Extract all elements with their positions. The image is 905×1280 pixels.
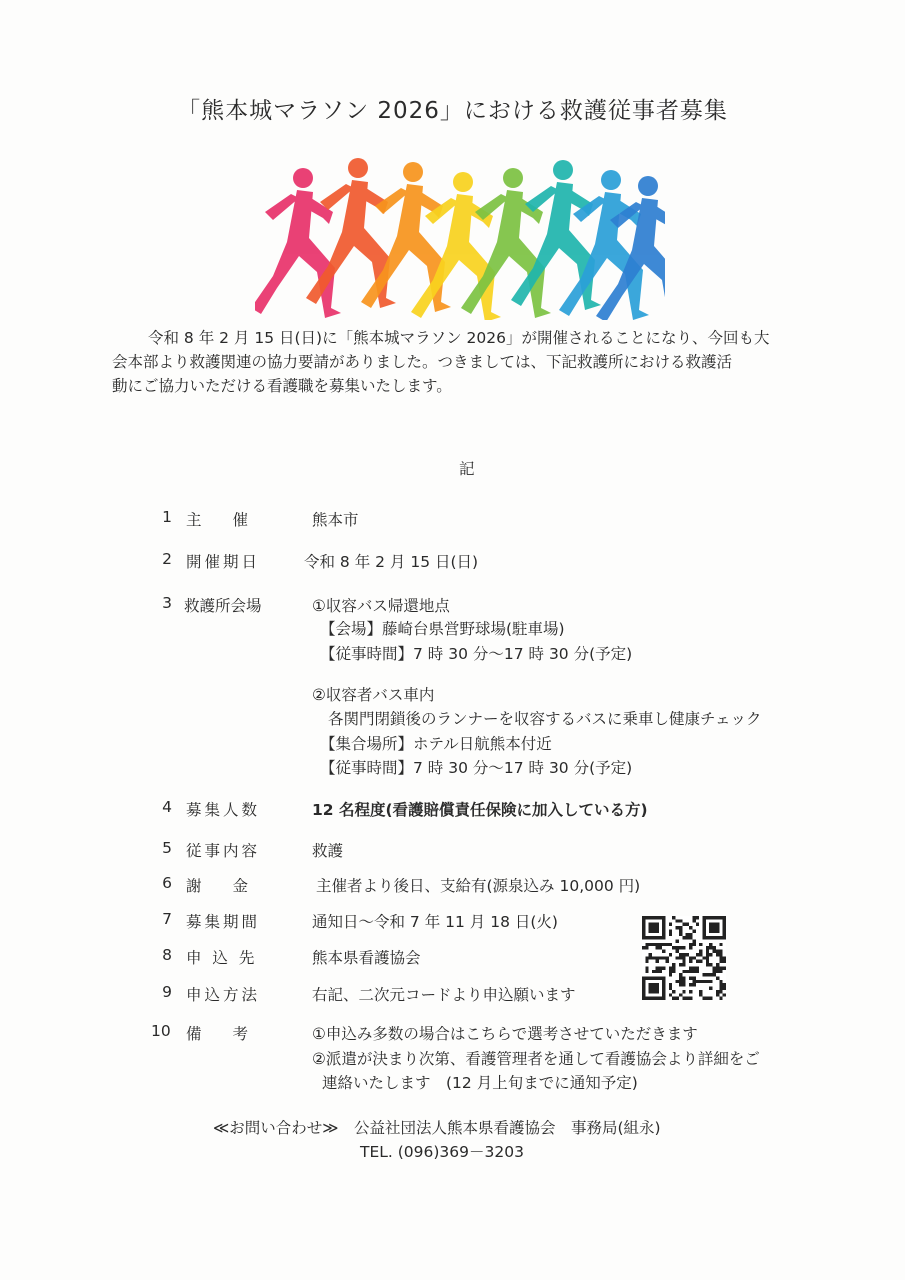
venue1-time: 【従事時間】7 時 30 分～17 時 30 分(予定) bbox=[320, 645, 633, 663]
item-venue bbox=[0, 594, 905, 618]
ki-heading: 記 bbox=[459, 460, 475, 478]
item-value: 右記、二次元コードより申込願います bbox=[312, 986, 576, 1004]
item-value: 熊本市 bbox=[312, 511, 359, 529]
runners-illustration bbox=[255, 150, 665, 320]
runner-silhouette bbox=[461, 168, 551, 318]
item-number: 9 bbox=[162, 983, 172, 1001]
item-label: 従事内容 bbox=[186, 842, 261, 860]
item-label: 備 考 bbox=[186, 1025, 249, 1043]
runner-silhouette bbox=[511, 160, 601, 310]
item-label: 募集期間 bbox=[186, 913, 261, 931]
item-remarks bbox=[0, 1022, 905, 1046]
item-value: 12 名程度(看護賠償責任保険に加入している方) bbox=[312, 801, 648, 819]
venue2-desc: 各関門閉鎖後のランナーを収容するバスに乗車し健康チェック bbox=[328, 710, 762, 728]
item-number: 2 bbox=[162, 550, 172, 568]
item-number: 8 bbox=[162, 946, 172, 964]
remarks-line3: 連絡いたします (12 月上旬までに通知予定) bbox=[322, 1074, 638, 1092]
item-period bbox=[0, 910, 905, 934]
item-value: 熊本県看護協会 bbox=[312, 949, 421, 967]
item-label: 申 込 先 bbox=[186, 949, 258, 967]
item-number: 5 bbox=[162, 839, 172, 857]
item-capacity bbox=[0, 798, 905, 822]
remarks-line2: ②派遣が決まり次第、看護管理者を通して看護協会より詳細をご bbox=[312, 1050, 760, 1068]
item-label: 開催期日 bbox=[186, 553, 261, 571]
item-number: 10 bbox=[151, 1022, 171, 1040]
page-title: 「熊本城マラソン 2026」における救護従事者募集 bbox=[177, 98, 728, 124]
contact-phone: TEL. (096)369－3203 bbox=[360, 1143, 524, 1161]
item-value: 通知日～令和 7 年 11 月 18 日(火) bbox=[312, 913, 558, 931]
item-number: 3 bbox=[162, 594, 172, 612]
item-label: 主 催 bbox=[186, 511, 249, 529]
contact-line: ≪お問い合わせ≫ 公益社団法人熊本県看護協会 事務局(組永) bbox=[213, 1119, 661, 1137]
item-number: 4 bbox=[162, 798, 172, 816]
item-number: 7 bbox=[162, 910, 172, 928]
item-date bbox=[0, 550, 905, 574]
item-number: 1 bbox=[162, 508, 172, 526]
item-host bbox=[0, 508, 905, 532]
venue2-title: ②収容者バス車内 bbox=[312, 686, 435, 704]
intro-paragraph bbox=[112, 326, 810, 398]
item-label: 救護所会場 bbox=[184, 597, 262, 615]
item-label: 募集人数 bbox=[186, 801, 261, 819]
item-value: ①収容バス帰還地点 bbox=[312, 597, 450, 615]
item-apply-method bbox=[0, 983, 905, 1007]
item-duties bbox=[0, 839, 905, 863]
item-value: 救護 bbox=[312, 842, 344, 860]
intro-line: 令和 8 年 2 月 15 日(日)に「熊本城マラソン 2026」が開催されることになり、今回も大 bbox=[148, 329, 770, 347]
venue2-time: 【従事時間】7 時 30 分～17 時 30 分(予定) bbox=[320, 759, 633, 777]
venue1-place: 【会場】藤崎台県営野球場(駐車場) bbox=[320, 620, 565, 638]
intro-line: 会本部より救護関連の協力要請がありました。つきましては、下記救護所における救護活 bbox=[112, 353, 733, 371]
item-number: 6 bbox=[162, 874, 172, 892]
venue2-meeting: 【集合場所】ホテル日航熊本付近 bbox=[320, 735, 552, 753]
intro-line: 動にご協力いただける看護職を募集いたします。 bbox=[112, 377, 452, 395]
item-label: 謝 金 bbox=[186, 877, 249, 895]
item-value: ①申込み多数の場合はこちらで選考させていただきます bbox=[312, 1025, 698, 1043]
qr-code[interactable] bbox=[642, 916, 726, 1000]
item-honorarium bbox=[0, 874, 905, 898]
item-value: 主催者より後日、支給有(源泉込み 10,000 円) bbox=[316, 877, 641, 895]
item-label: 申込方法 bbox=[186, 986, 261, 1004]
runner-silhouette bbox=[255, 168, 341, 318]
item-apply-to bbox=[0, 946, 905, 970]
item-value: 令和 8 年 2 月 15 日(日) bbox=[304, 553, 479, 571]
